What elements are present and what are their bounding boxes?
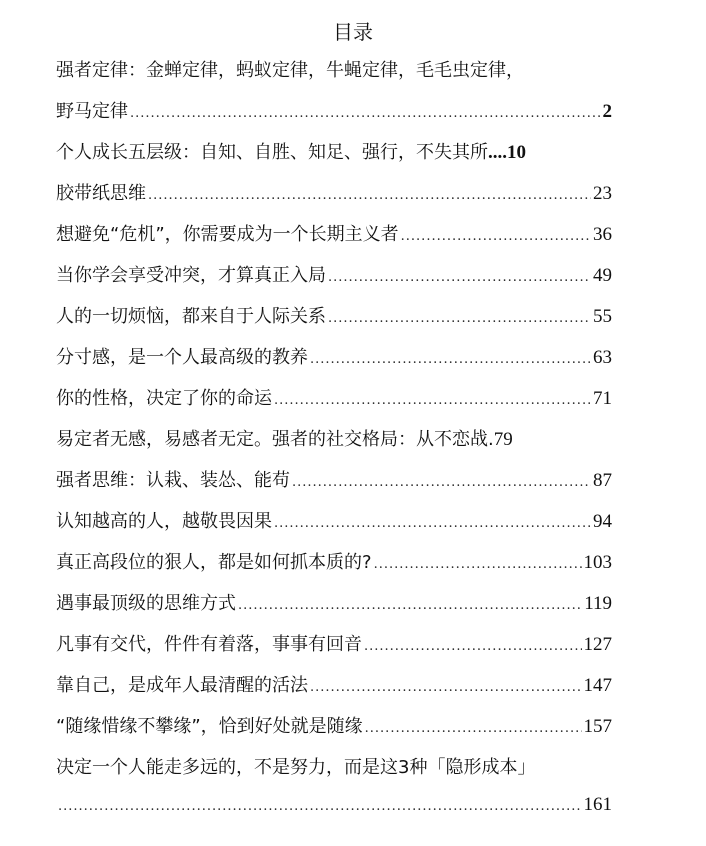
toc-entry-text: 胶带纸思维 xyxy=(56,183,146,204)
dot-leader xyxy=(310,680,582,695)
dot-leader xyxy=(310,352,591,367)
toc-entry[interactable] xyxy=(56,712,612,753)
toc-entry[interactable] xyxy=(56,343,612,384)
toc-entry-text: 凡事有交代，件件有着落，事事有回音 xyxy=(56,634,362,655)
toc-entry[interactable] xyxy=(56,138,612,179)
dot-leader xyxy=(365,721,582,736)
toc-entry-text: 靠自己，是成年人最清醒的活法 xyxy=(56,675,308,696)
toc-entry-page: 63 xyxy=(593,347,612,368)
toc-entry-page: 157 xyxy=(583,716,612,737)
toc-entry[interactable] xyxy=(56,179,612,220)
toc-entry-text: 想避免“危机”，你需要成为一个长期主义者 xyxy=(56,224,399,245)
dot-leader xyxy=(238,598,582,613)
dot-leader xyxy=(148,188,591,203)
dot-leader xyxy=(364,639,582,654)
dot-leader xyxy=(274,516,591,531)
toc-entry[interactable] xyxy=(56,548,612,589)
toc-entry-text: 分寸感，是一个人最高级的教养 xyxy=(56,347,308,368)
toc-entry-page: 119 xyxy=(584,593,612,614)
toc-entry-page: 23 xyxy=(593,183,612,204)
toc-entry-text: 易定者无感，易感者无定。强者的社交格局：从不恋战. xyxy=(56,429,494,450)
toc-entry-page: 55 xyxy=(593,306,612,327)
toc-list xyxy=(56,56,612,835)
toc-entry-text: 野马定律 xyxy=(56,101,128,122)
toc-entry[interactable] xyxy=(56,384,612,425)
toc-entry-text: 当你学会享受冲突，才算真正入局 xyxy=(56,265,326,286)
toc-entry-page: 161 xyxy=(583,794,612,815)
toc-entry[interactable] xyxy=(56,425,612,466)
dot-leader xyxy=(328,270,591,285)
toc-entry-text: 强者思维：认栽、装怂、能苟 xyxy=(56,470,290,491)
toc-entry[interactable] xyxy=(56,302,612,343)
toc-entry-page: 103 xyxy=(583,552,612,573)
toc-entry-page: 87 xyxy=(593,470,612,491)
toc-entry-page: 2 xyxy=(602,101,612,122)
toc-entry-text: 个人成长五层级：自知、自胜、知足、强行，不失其所 xyxy=(56,142,488,163)
dot-leader xyxy=(328,311,591,326)
toc-entry[interactable] xyxy=(56,220,612,261)
toc-entry-text: 你的性格，决定了你的命运 xyxy=(56,388,272,409)
toc-entry-line: 决定一个人能走多远的，不是努力，而是这3种「隐形成本」 xyxy=(56,757,536,778)
toc-entry[interactable] xyxy=(56,589,612,630)
toc-entry-page: 36 xyxy=(593,224,612,245)
toc-entry-page: 127 xyxy=(583,634,612,655)
toc-entry-text: 真正高段位的狠人，都是如何抓本质的? xyxy=(56,552,372,573)
dot-leader xyxy=(58,799,582,814)
toc-entry[interactable] xyxy=(56,507,612,548)
toc-entry[interactable] xyxy=(56,794,612,835)
toc-entry-page: 79 xyxy=(493,429,513,450)
toc-entry[interactable] xyxy=(56,97,612,138)
toc-entry-text: 人的一切烦恼，都来自于人际关系 xyxy=(56,306,326,327)
dot-leader xyxy=(130,106,601,121)
toc-entry-page: 147 xyxy=(583,675,612,696)
toc-title: 目录 xyxy=(333,20,373,44)
toc-entry-text: “随缘惜缘不攀缘”，恰到好处就是随缘 xyxy=(56,716,363,737)
toc-entry[interactable] xyxy=(56,466,612,507)
toc-entry[interactable] xyxy=(56,671,612,712)
toc-entry[interactable] xyxy=(56,630,612,671)
toc-entry[interactable] xyxy=(56,261,612,302)
toc-entry-page: 71 xyxy=(593,388,612,409)
toc-entry-page: 49 xyxy=(593,265,612,286)
toc-entry-text: 遇事最顶级的思维方式 xyxy=(56,593,236,614)
dot-leader xyxy=(274,393,591,408)
dot-leader xyxy=(401,229,591,244)
dot-leader xyxy=(292,475,591,490)
toc-entry-page: 94 xyxy=(593,511,612,532)
toc-entry-page: ....10 xyxy=(488,142,526,163)
toc-entry-text: 认知越高的人，越敬畏因果 xyxy=(56,511,272,532)
dot-leader xyxy=(374,557,582,572)
toc-entry-line: 强者定律：金蝉定律，蚂蚁定律，牛蝇定律，毛毛虫定律， xyxy=(56,60,524,81)
